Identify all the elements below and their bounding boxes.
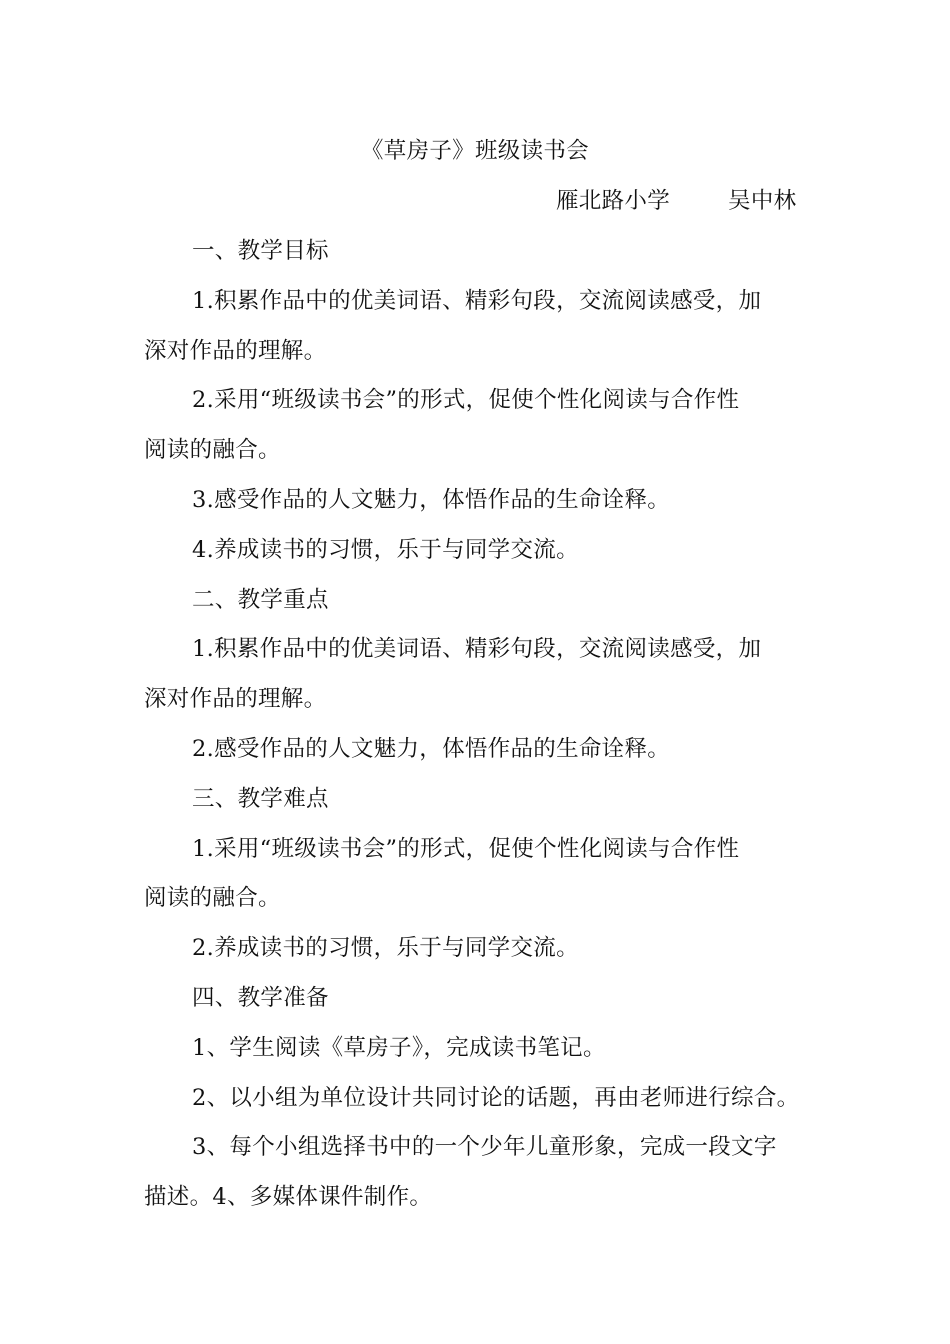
author-name: 吴中林 xyxy=(728,188,797,214)
preparation-1: 1、学生阅读《草房子》，完成读书笔记。 xyxy=(192,1035,606,1061)
key-point-2: 2.感受作品的人文魅力，体悟作品的生命诠释。 xyxy=(192,736,671,762)
author-line xyxy=(556,186,796,216)
objective-1-cont: 深对作品的理解。 xyxy=(144,338,327,364)
document-title: 《草房子》班级读书会 xyxy=(360,138,589,164)
section-heading-preparation: 四、教学准备 xyxy=(192,985,329,1011)
preparation-3-cont: 描述。4、多媒体课件制作。 xyxy=(144,1184,433,1210)
objective-2: 2.采用“班级读书会”的形式，促使个性化阅读与合作性 xyxy=(192,387,740,413)
objective-4: 4.养成读书的习惯，乐于与同学交流。 xyxy=(192,537,579,563)
objective-1: 1.积累作品中的优美词语、精彩句段，交流阅读感受，加 xyxy=(192,288,762,314)
school-name: 雁北路小学 xyxy=(556,188,671,214)
section-heading-key-points: 二、教学重点 xyxy=(192,587,329,613)
preparation-3: 3、每个小组选择书中的一个少年儿童形象，完成一段文字 xyxy=(192,1134,777,1160)
difficulty-1: 1.采用“班级读书会”的形式，促使个性化阅读与合作性 xyxy=(192,836,740,862)
section-heading-objectives: 一、教学目标 xyxy=(192,238,329,264)
difficulty-1-cont: 阅读的融合。 xyxy=(144,885,281,911)
section-heading-difficulties: 三、教学难点 xyxy=(192,786,329,812)
objective-3: 3.感受作品的人文魅力，体悟作品的生命诠释。 xyxy=(192,487,671,513)
objective-2-cont: 阅读的融合。 xyxy=(144,437,281,463)
difficulty-2: 2.养成读书的习惯，乐于与同学交流。 xyxy=(192,935,579,961)
preparation-2: 2、以小组为单位设计共同讨论的话题，再由老师进行综合。 xyxy=(192,1085,800,1111)
key-point-1-cont: 深对作品的理解。 xyxy=(144,686,327,712)
key-point-1: 1.积累作品中的优美词语、精彩句段，交流阅读感受，加 xyxy=(192,636,762,662)
